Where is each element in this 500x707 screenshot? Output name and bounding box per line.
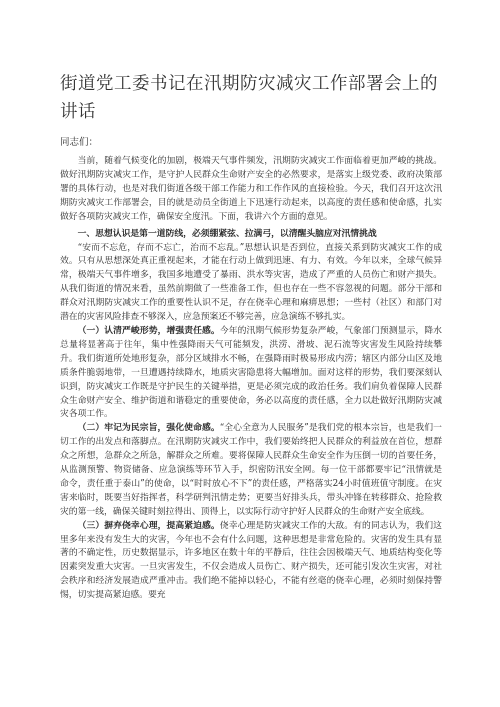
- section-1-heading: 一、思想认识是第一道防线，必须绷紧弦、拉满弓，以清醒头脑应对汛情挑战: [77, 228, 377, 239]
- subsection-2: [60, 422, 442, 519]
- subsection-2-title: （二）牢记为民宗旨，强化使命感。: [77, 423, 220, 434]
- subsection-3-body: 侥幸心理是防灾减灾工作的大敌。有的同志认为，我们这里多年来没有发生大的灾害，今年也不会有什么问题，这种思想是非常危险的。灾害的发生具有显著的不确定性，历史数据显示，许多地区在数十年的平静后，往往会因极端天气、地质结构变化等因素突发重大灾害。一旦灾害发生，不仅会造成人员伤亡、财产损失，还可能引发次生灾害，对社会秩序和经济发展造成严重冲击。我们绝不能掉以轻心，不能有丝毫的侥幸心理，必须时刻保持警惕，切实提高紧迫感。要充: [60, 520, 442, 601]
- subsection-1: [60, 325, 442, 422]
- subsection-3-title: （三）摒弃侥幸心理，提高紧迫感。: [77, 520, 220, 531]
- subsection-2-body: “全心全意为人民服务”是我们党的根本宗旨，也是我们一切工作的出发点和落脚点。在汛期防灾减灾工作中，我们要始终把人民群众的利益放在首位，想群众之所想，急群众之所急，解群众之所难。要将保障人民群众生命安全作为压倒一切的首要任务，从监测预警、物资储备、应急演练等环节入手，织密防汛安全网。每一位干部都要牢记“汛情就是命令，责任重于泰山”的使命，以“时时放心不下”的责任感，严格落实24小时值班值守制度。在灾害来临时，既要当好指挥者，科学研判汛情走势；更要当好排头兵，带头冲锋在转移群众、抢险救灾的第一线，确保关键时刻拉得出、顶得上，以实际行动守护好人民群众的生命财产安全底线。: [60, 423, 442, 517]
- section-1-paragraph: “安而不忘危，存而不忘亡，治而不忘乱。”思想认识是否到位，直接关系到防灾减灾工作的成效。只有从思想深处真正重视起来，才能在行动上做到迅速、有力、有效。今年以来，全球气候异常，极端天气事件增多，我国多地遭受了暴雨、洪水等灾害，造成了严重的人员伤亡和财产损失。从我们街道的情况来看，虽然前期做了一些准备工作，但也存在一些不容忽视的问题。部分干部和群众对汛期防灾减灾工作的重要性认识不足，存在侥幸心理和麻痹思想；一些村（社区）和部门对潜在的灾害风险排查不够深入，应急预案还不够完善，应急演练不够扎实。: [60, 242, 442, 323]
- subsection-3: [60, 520, 442, 603]
- subsection-1-body: 今年的汛期气候形势复杂严峻，气象部门预测显示，降水总量将显著高于往年，集中性强降雨天气可能频发，洪涝、滑坡、泥石流等灾害发生风险持续攀升。我们街道所处地形复杂，部分区域排水不畅，在强降雨时极易形成内涝；辖区内部分山区及地质条件脆弱地带，一旦遭遇持续降水，地质灾害隐患将大幅增加。面对这样的形势，我们要深刻认识到，防灾减灾工作既是守护民生的关键举措，更是必须完成的政治任务。我们肩负着保障人民群众生命财产安全、维护街道和谐稳定的重要使命，务必以高度的责任感，全力以赴做好汛期防灾减灾各项工作。: [60, 325, 442, 420]
- subsection-1-title: （一）认清严峻形势，增强责任感。: [77, 325, 220, 336]
- intro-paragraph: 当前，随着气候变化的加剧，极端天气事件频发，汛期防灾减灾工作面临着更加严峻的挑战。做好汛期防灾减灾工作，是守护人民群众生命财产安全的必然要求，是落实上级党委、政府决策部署的具体行动，也是对我们街道各级干部工作能力和工作作风的直接检验。今天，我们召开这次汛期防灾减灾工作部署会，目的就是动员全街道上下迅速行动起来，以高度的责任感和使命感，扎实做好各项防灾减灾工作，确保安全度汛。下面，我讲六个方面的意见。: [60, 156, 442, 222]
- greeting: 同志们：: [60, 137, 99, 148]
- document-title: 街道党工委书记在汛期防灾减灾工作部署会上的讲话: [60, 74, 438, 122]
